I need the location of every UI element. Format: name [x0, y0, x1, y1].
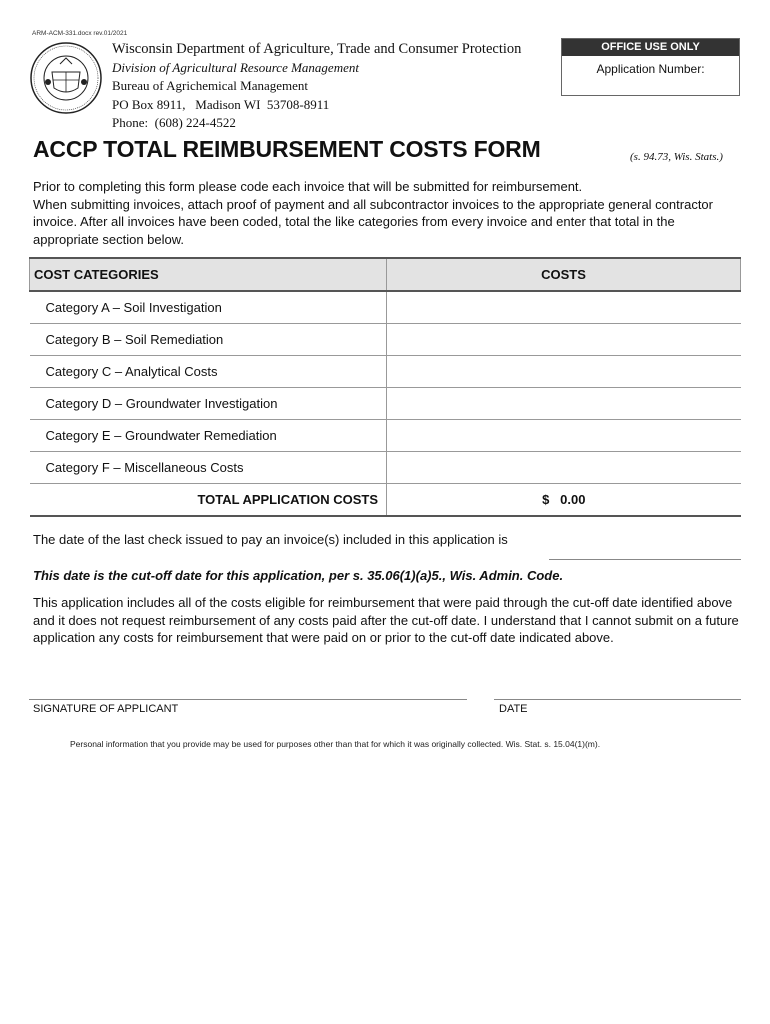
- category-f-cost-field[interactable]: [387, 452, 741, 484]
- table-row: [30, 420, 741, 452]
- category-d-cost-field[interactable]: [387, 388, 741, 420]
- total-cost-field[interactable]: $ 0.00: [387, 484, 741, 517]
- category-c-label: Category C – Analytical Costs: [30, 356, 387, 388]
- agency-block: [112, 40, 521, 133]
- cost-table: [29, 257, 741, 517]
- category-b-cost-field[interactable]: [387, 324, 741, 356]
- privacy-footer: Personal information that you provide may be used for purposes other than that for which it was originally collected. Wis. Stat. s. 15.04(1)(m).: [70, 739, 601, 749]
- bureau-name: Bureau of Agrichemical Management: [112, 78, 309, 93]
- table-row: [30, 452, 741, 484]
- statute-reference: (s. 94.73, Wis. Stats.): [630, 151, 723, 163]
- table-row: [30, 324, 741, 356]
- state-seal-icon: [30, 42, 102, 114]
- signature-field[interactable]: [29, 699, 467, 700]
- costs-header: COSTS: [387, 258, 741, 291]
- mailing-address: PO Box 8911, Madison WI 53708-8911: [112, 96, 330, 112]
- form-title: ACCP TOTAL REIMBURSEMENT COSTS FORM: [33, 136, 541, 162]
- category-f-label: Category F – Miscellaneous Costs: [30, 452, 387, 484]
- last-check-date-field[interactable]: [549, 559, 741, 560]
- application-number-field[interactable]: [562, 76, 739, 92]
- instruction-line-2: When submitting invoices, attach proof of payment and all subcontractor invoices to the appropriate general contractor invoice. After all invoices have been coded, total the like categories from every invoice and enter that total in the appropriate section below.: [33, 196, 713, 247]
- table-row: [30, 356, 741, 388]
- cutoff-statement: This date is the cut-off date for this application, per s. 35.06(1)(a)5., Wis. Admin. Code.: [33, 568, 564, 583]
- table-row: [30, 388, 741, 420]
- category-e-label: Category E – Groundwater Remediation: [30, 420, 387, 452]
- cost-categories-header: COST CATEGORIES: [30, 258, 387, 291]
- table-row: [30, 291, 741, 324]
- last-check-date-text: The date of the last check issued to pay an invoice(s) included in this application is: [33, 532, 508, 547]
- office-use-heading: OFFICE USE ONLY: [562, 39, 739, 56]
- application-number-label: Application Number:: [596, 62, 705, 76]
- phone-number: Phone: (608) 224-4522: [112, 115, 236, 130]
- category-c-cost-field[interactable]: [387, 356, 741, 388]
- category-e-cost-field[interactable]: [387, 420, 741, 452]
- category-b-label: Category B – Soil Remediation: [30, 324, 387, 356]
- total-row: [30, 484, 741, 517]
- signature-label: SIGNATURE OF APPLICANT: [33, 703, 179, 715]
- category-d-label: Category D – Groundwater Investigation: [30, 388, 387, 420]
- total-label: TOTAL APPLICATION COSTS: [30, 484, 387, 517]
- category-a-label: Category A – Soil Investigation: [30, 291, 387, 324]
- certification-paragraph: This application includes all of the costs eligible for reimbursement that were paid through the cut-off date identified above and it does not request reimbursement of any costs paid after the cut-off date. I understand that I cannot submit on a future application any costs for reimbursement that were paid on or prior to the cut-off date indicated above.: [33, 595, 739, 645]
- division-name: Division of Agricultural Resource Management: [112, 59, 359, 75]
- form-id: ARM-ACM-331.docx rev.01/2021: [32, 30, 128, 37]
- instructions: [33, 178, 738, 248]
- category-a-cost-field[interactable]: [387, 291, 741, 324]
- instruction-line-1: Prior to completing this form please code each invoice that will be submitted for reimbursement.: [33, 179, 583, 194]
- agency-name: Wisconsin Department of Agriculture, Trade and Consumer Protection: [112, 41, 522, 57]
- office-use-box: [561, 38, 740, 96]
- date-label: DATE: [499, 703, 528, 715]
- signature-date-field[interactable]: [494, 699, 741, 700]
